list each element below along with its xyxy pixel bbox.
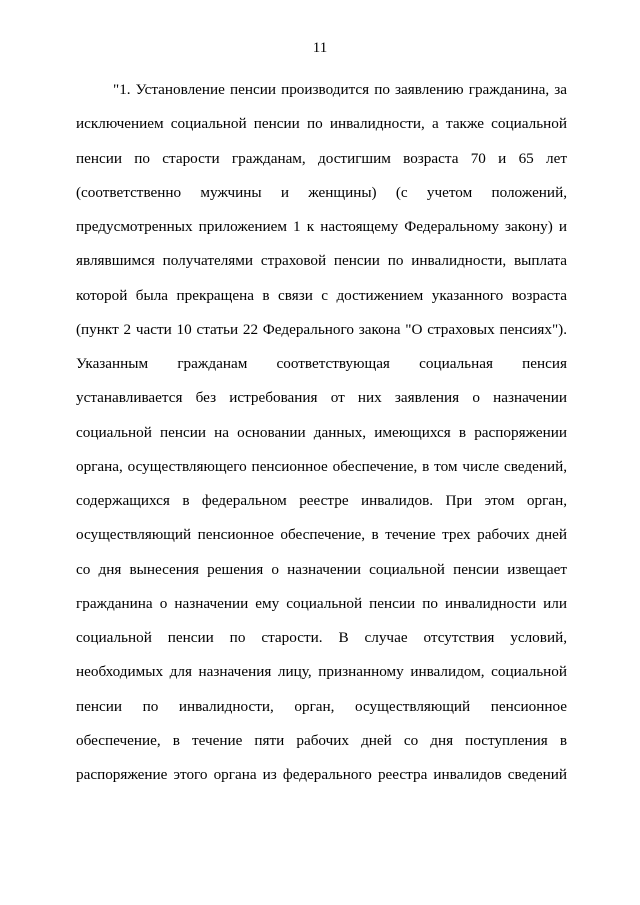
text-line: социальной пенсии на основании данных, имеющихся в распоряжении	[76, 423, 567, 441]
text-line: пенсии по старости гражданам, достигшим возраста 70 и 65 лет	[76, 149, 567, 167]
text-line: распоряжение этого органа из федерального реестра инвалидов сведений	[76, 766, 567, 783]
text-line: пенсии по инвалидности, орган, осуществляющий пенсионное	[76, 697, 567, 715]
text-line: содержащихся в федеральном реестре инвалидов. При этом орган,	[76, 492, 567, 509]
text-line: необходимых для назначения лицу, признанному инвалидом, социальной	[76, 663, 567, 681]
text-line: органа, осуществляющего пенсионное обеспечение, в том числе сведений,	[76, 457, 567, 475]
text-line: "1. Установление пенсии производится по заявлению гражданина, за	[113, 81, 567, 98]
text-line: устанавливается без истребования от них заявления о назначении	[76, 389, 567, 407]
text-line: (пункт 2 части 10 статьи 22 Федерального закона "О страховых пенсиях").	[76, 320, 567, 338]
page-number: 11	[312, 40, 328, 56]
text-line: (соответственно мужчины и женщины) (с учетом положений,	[76, 183, 567, 201]
text-line: являвшимся получателями страховой пенсии по инвалидности, выплата	[76, 252, 567, 270]
text-line: осуществляющий пенсионное обеспечение, в течение трех рабочих дней	[76, 526, 567, 544]
text-line: социальной пенсии по старости. В случае отсутствия условий,	[76, 629, 567, 646]
text-line: Указанным гражданам соответствующая социальная пенсия	[76, 355, 567, 372]
body-paragraph	[76, 73, 567, 792]
text-line: обеспечение, в течение пяти рабочих дней со дня поступления в	[76, 731, 567, 749]
text-line: исключением социальной пенсии по инвалидности, а также социальной	[76, 115, 567, 133]
text-line: со дня вынесения решения о назначении социальной пенсии извещает	[76, 560, 567, 578]
text-line: предусмотренных приложением 1 к настоящему Федеральному закону) и	[76, 218, 567, 235]
text-line: гражданина о назначении ему социальной пенсии по инвалидности или	[76, 594, 567, 612]
text-line: которой была прекращена в связи с достижением указанного возраста	[76, 286, 567, 304]
